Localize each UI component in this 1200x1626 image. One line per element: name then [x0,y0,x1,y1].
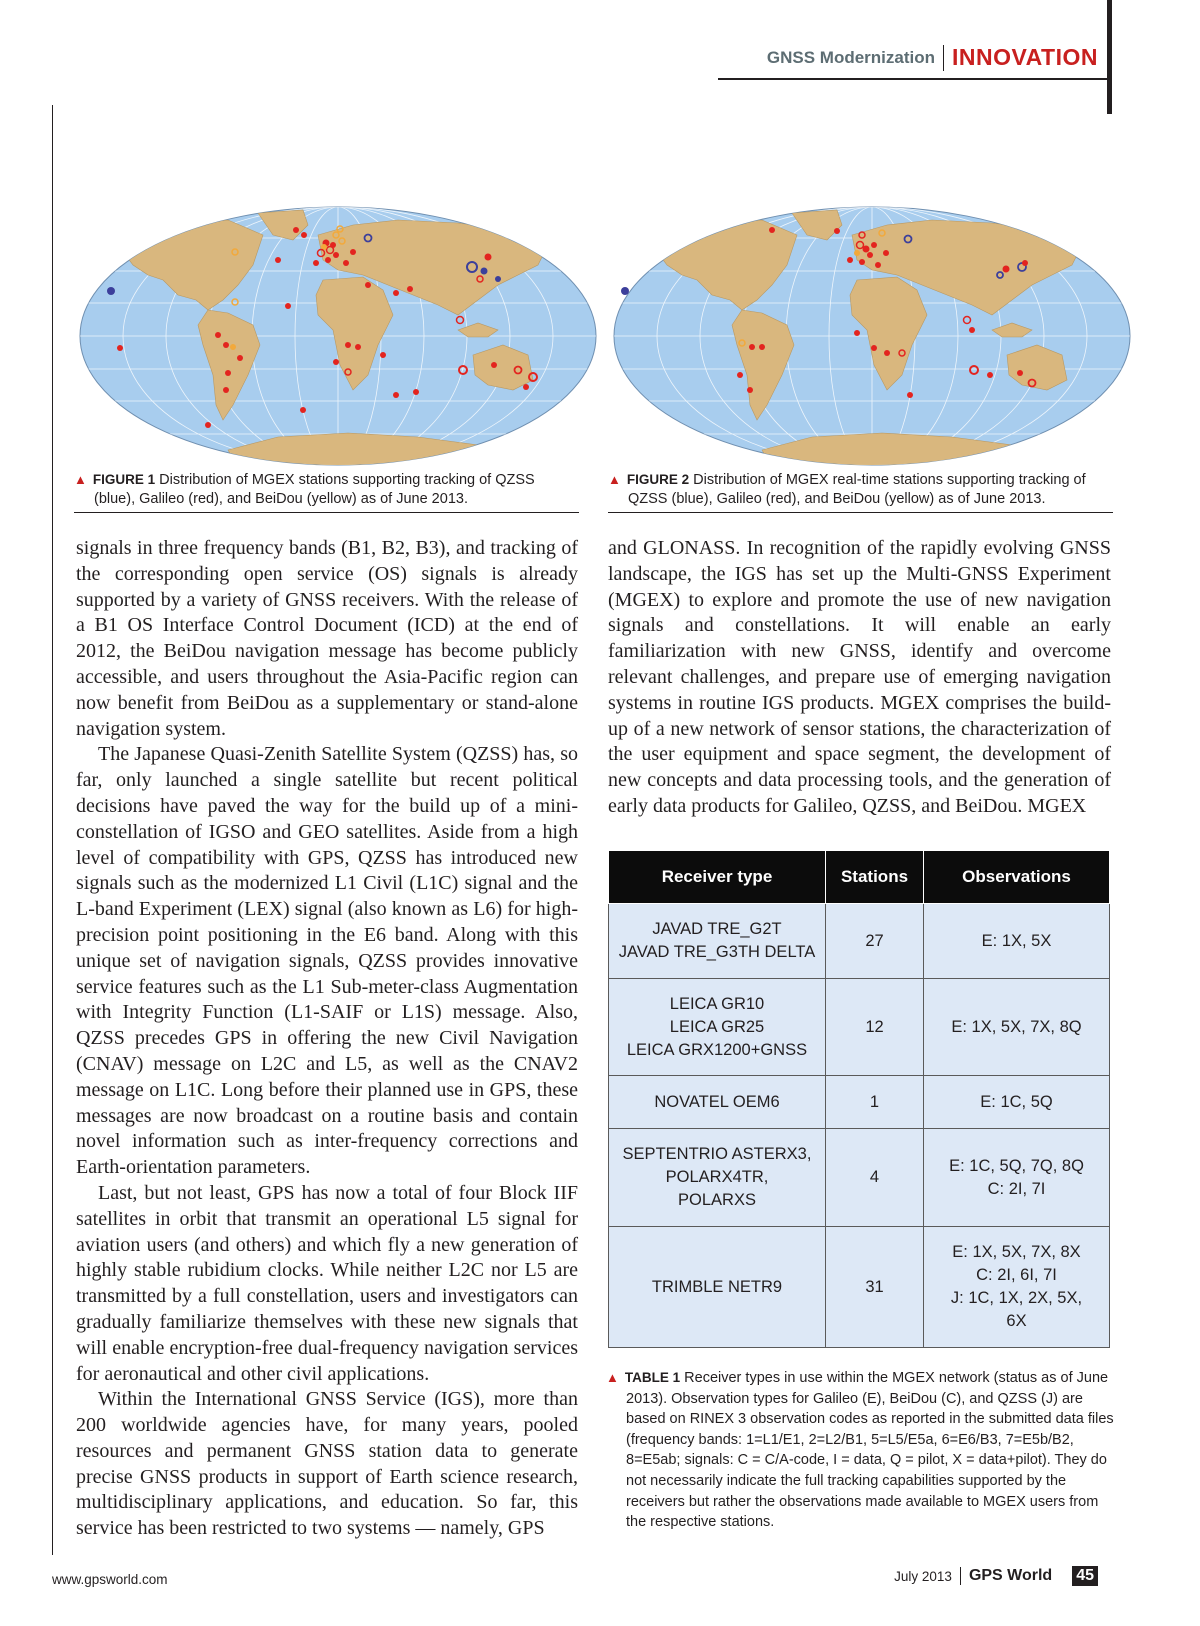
footer-magazine: GPS World [968,1567,1053,1584]
figure-1-map [78,205,598,467]
receiver-cell [609,1076,826,1129]
paragraph: Last, but not least, GPS has now a total of four Block IIF satellites in orbit that transmit an operational L5 signal for aviation users (and others) and which fly a new generation of highly stable rubidium clocks. While neither L2C nor L5 are transmitted by a full constellation, users and investigators can gradually familiarize themselves with these new signals that will enable encryption-free dual-frequency navigation services for aeronautical and other civil applications. [76,1181,578,1385]
header-section: GNSS Modernization [766,47,936,67]
figure-2-map [612,205,1132,467]
header-divider [943,45,944,71]
receiver-cell [609,1227,826,1348]
observations-cell [924,904,1110,979]
paragraph: Within the International GNSS Service (IGS), more than 200 worldwide agencies have, for many years, pooled resources and permanent GNSS station data to generate precise GNSS products in support of Earth science research, multidisciplinary applications, and education. So far, this service has been restricted to two systems — namely, GPS [76,1388,578,1540]
table-header-row [609,851,1110,904]
observation-line: C: 2I, 7I [987,1179,1046,1198]
table-row [609,1227,1110,1348]
header-brand: INNOVATION [952,44,1098,70]
observations-cell [924,1227,1110,1348]
table-row [609,1076,1110,1129]
caption-triangle-icon: ▲ [74,472,87,487]
world-map-1 [78,205,598,467]
figure-1-caption-rule [74,512,579,513]
receiver-name: JAVAD TRE_G3TH DELTA [618,943,816,961]
figure-1-label: FIGURE 1 [92,472,156,487]
figure-2-text: Distribution of MGEX real-time stations supporting tracking of QZSS (blue), Galileo (red), and BeiDou (yellow) as of June 2013. [628,472,1086,507]
page-header [767,44,1098,71]
receiver-name: SEPTENTRIO ASTERX3, [622,1145,812,1163]
footer-divider [960,1567,961,1585]
observation-line: E: 1X, 5X, 7X, 8Q [951,1017,1082,1036]
receiver-name: LEICA GR10 [669,994,765,1013]
receiver-name: POLARX4TR, [665,1168,769,1186]
table-header-stations: Stations [826,851,924,904]
footer-right [894,1566,1098,1586]
corner-bar-tick [1098,78,1112,80]
figure-2-label: FIGURE 2 [626,472,690,487]
stations-cell: 31 [826,1227,924,1348]
receiver-table [608,850,1110,1348]
observation-line: E: 1C, 5Q [980,1092,1053,1111]
receiver-cell [609,1129,826,1227]
receiver-name: NOVATEL OEM6 [654,1092,780,1111]
table-row [609,1129,1110,1227]
paragraph: The Japanese Quasi-Zenith Satellite System (QZSS) has, so far, only launched a single satellite but recent political decisions have paved the way for the build up of a mini-constellation of IGSO and GEO satellites. Aside from a high level of compatibility with GPS, QZSS has introduced new signals such as the modernized L1 Civil (L1C) signal and the L-band Experiment (LEX) signal (also known as L6) for high-precision point positioning in the E6 band. Along with this unique set of navigation signals, QZSS provides innovative service features such as the L1 Sub-meter-class Augmentation with Integrity Function (L1-SAIF or L1S) message. Also, QZSS precedes GPS in offering the new Civil Navigation (CNAV) message on L2C and L5, as well as the CNAV2 message on L1C. Long before their planned use in GPS, these messages are now broadcast on a routine basis and contain novel information such as inter-frequency corrections and Earth-orientation parameters. [76,743,578,1179]
caption-triangle-icon: ▲ [606,1370,619,1385]
receiver-cell [609,904,826,979]
figure-1-caption [74,470,574,509]
paragraph: signals in three frequency bands (B1, B2, B3), and tracking of the corresponding open service (OS) signals is already supported by a variety of GNSS receivers. With the release of a B1 OS Interface Control Document (ICD) at the end of 2012, the BeiDou navigation message has become publicly accessible, and users throughout the Asia-Pacific region can now benefit from BeiDou as a supplementary or stand-alone navigation system. [76,537,578,740]
table-row [609,979,1110,1076]
left-margin-rule [52,105,53,1555]
table-header-receiver: Receiver type [609,851,826,904]
receiver-cell [609,979,826,1076]
footer-url[interactable]: www.gpsworld.com [52,1572,168,1587]
figure-2-caption-rule [608,512,1113,513]
corner-bar [1107,0,1112,114]
observations-cell [924,1076,1110,1129]
receiver-name: JAVAD TRE_G2T [652,920,782,938]
observations-cell [924,979,1110,1076]
observation-line: J: 1C, 1X, 2X, 5X, [950,1289,1083,1307]
table-1-text: Receiver types in use within the MGEX network (status as of June 2013). Observation types for Galileo (E), BeiDou (C), and QZSS (J) are based on RINEX 3 observation codes as reported in the submitted data files (frequency bands: 1=L1/E1, 2=L2/B1, 5=L5/E5a, 6=E6/B3, 7=E5b/B2, 8=E5ab; signals: C = C/A-code, I = data, Q = pilot, X = data+pilot). They do not necessarily indicate the full tracking capabilities supported by the receivers but rather the observations made available to MGEX users from the respective stations. [626,1370,1114,1531]
body-column-right [608,536,1111,820]
table-1-label: TABLE 1 [624,1370,681,1385]
stations-cell: 4 [826,1129,924,1227]
body-column-left [76,536,578,1542]
observation-line: C: 2I, 6I, 7I [976,1266,1057,1284]
stations-cell: 27 [826,904,924,979]
page-number: 45 [1072,1566,1098,1586]
observation-line: 6X [1006,1312,1027,1330]
receiver-name: LEICA GRX1200+GNSS [626,1040,808,1059]
observation-line: E: 1X, 5X [981,931,1052,950]
stations-cell: 12 [826,979,924,1076]
table-row [609,904,1110,979]
table-header-observations: Observations [924,851,1110,904]
receiver-name: LEICA GR25 [669,1017,765,1036]
receiver-name: TRIMBLE NETR9 [651,1277,783,1296]
figure-1-text: Distribution of MGEX stations supporting tracking of QZSS (blue), Galileo (red), and BeiDou (yellow) as of June 2013. [94,472,535,507]
observations-cell [924,1129,1110,1227]
observation-line: E: 1X, 5X, 7X, 8X [952,1243,1081,1261]
figure-2-caption [608,470,1108,509]
world-map-2 [612,205,1132,467]
header-rule [718,78,1098,80]
caption-triangle-icon: ▲ [608,472,621,487]
receiver-name: POLARXS [678,1191,756,1209]
stations-cell: 1 [826,1076,924,1129]
table-1-caption [606,1368,1116,1533]
observation-line: E: 1C, 5Q, 7Q, 8Q [949,1156,1084,1175]
footer-date: July 2013 [894,1568,952,1584]
paragraph: and GLONASS. In recognition of the rapidly evolving GNSS landscape, the IGS has set up the Multi-GNSS Experiment (MGEX) to explore and promote the use of new navigation signals and constellations. It will enable an early familiarization with new GNSS, identify and overcome relevant challenges, and prepare use of emerging navigation systems in routine IGS products. MGEX comprises the build-up of a new network of sensor stations, the characterization of the user equipment and space segment, the development of new concepts and data processing tools, and the generation of early data products for Galileo, QZSS, and BeiDou. MGEX [608,537,1111,817]
